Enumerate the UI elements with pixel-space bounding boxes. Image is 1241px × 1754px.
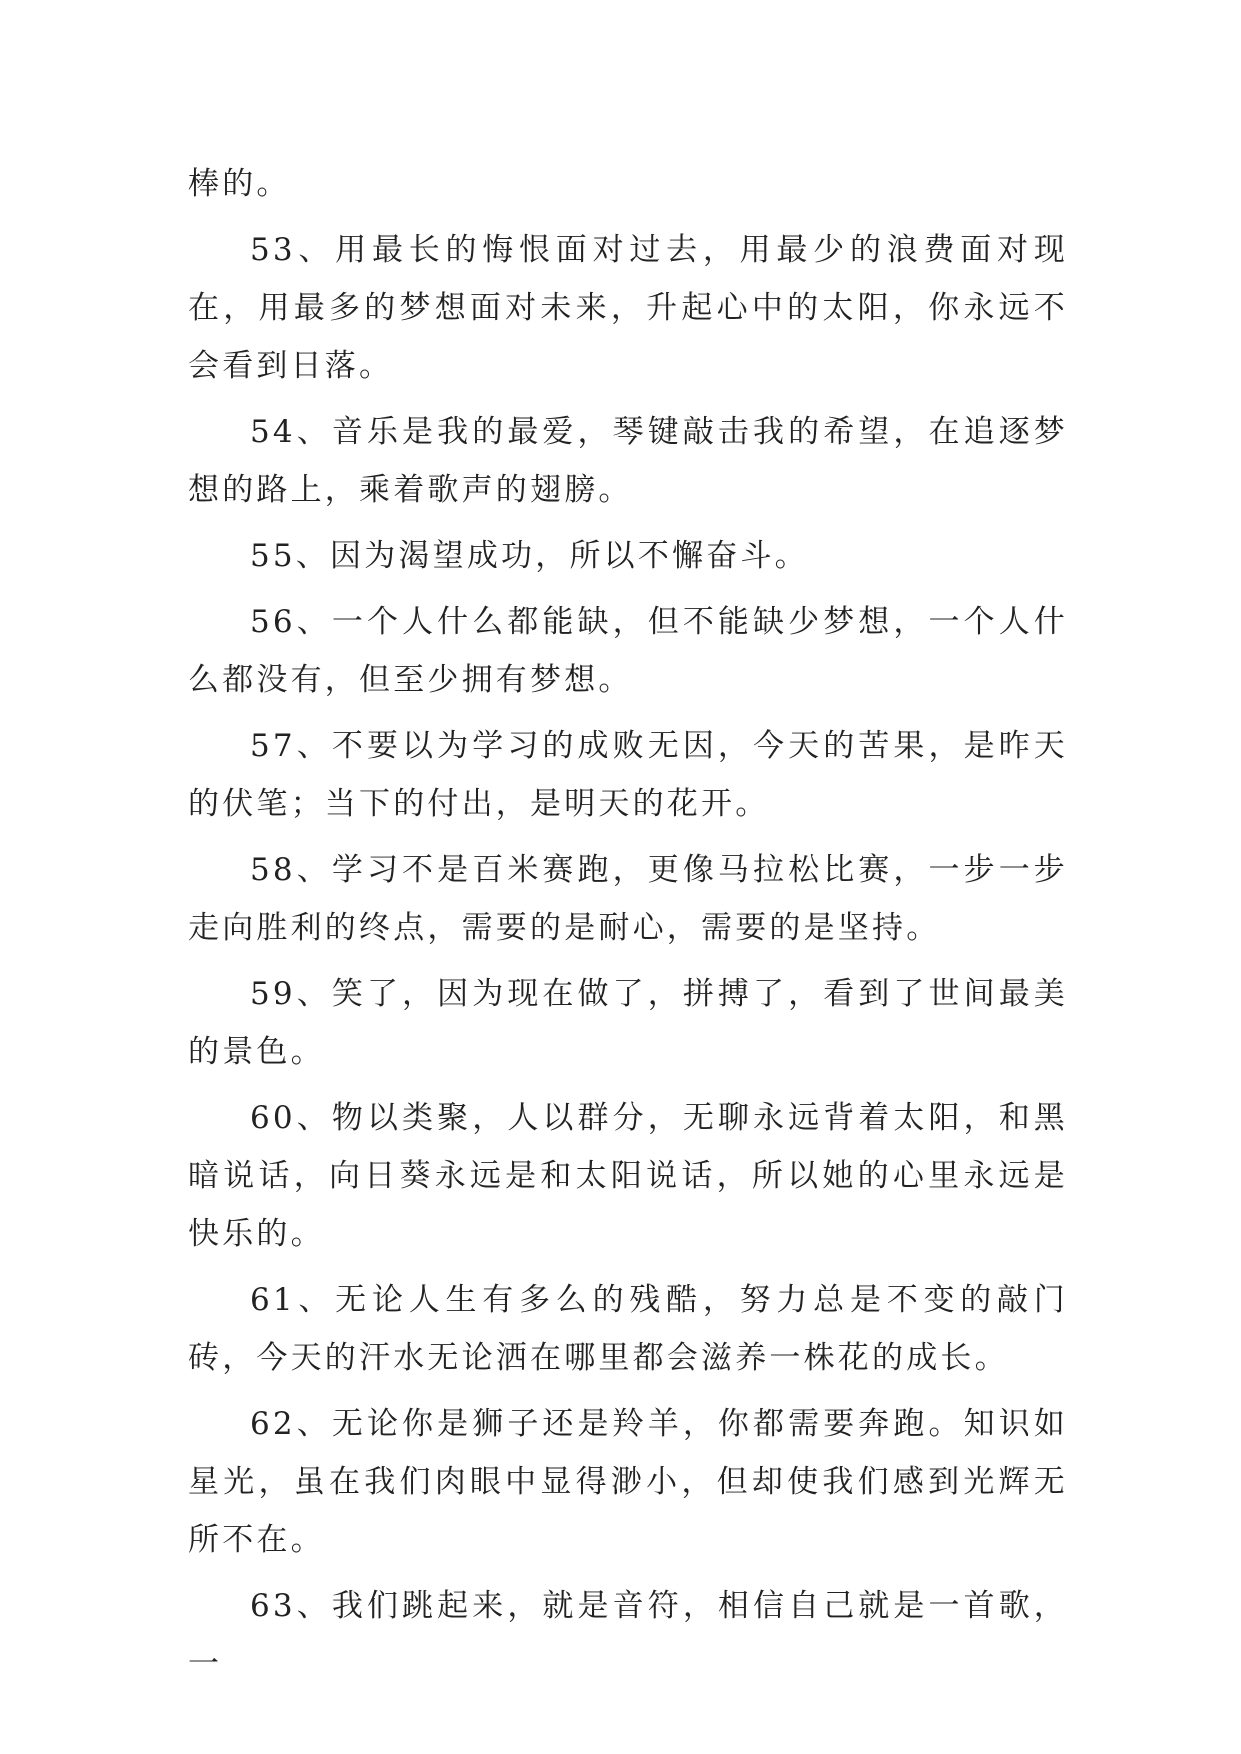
paragraph-62: 62、无论你是狮子还是羚羊，你都需要奔跑。知识如星光，虽在我们肉眼中显得渺小，但却使我们感到光辉无所不在。 — [188, 1406, 1068, 1558]
paragraph-59: 59、笑了，因为现在做了，拼搏了，看到了世间最美的景色。 — [188, 976, 1068, 1070]
paragraph-58: 58、学习不是百米赛跑，更像马拉松比赛，一步一步走向胜利的终点，需要的是耐心，需要的是坚持。 — [188, 852, 1068, 946]
paragraph-56: 56、一个人什么都能缺，但不能缺少梦想，一个人什么都没有，但至少拥有梦想。 — [188, 604, 1068, 698]
document-page — [188, 155, 1068, 1701]
paragraph-63: 63、我们跳起来，就是音符，相信自己就是一首歌，一 — [188, 1588, 1068, 1682]
paragraph-54: 54、音乐是我的最爱，琴键敲击我的希望，在追逐梦想的路上，乘着歌声的翅膀。 — [188, 414, 1068, 508]
paragraph-61: 61、无论人生有多么的残酷，努力总是不变的敲门砖，今天的汗水无论洒在哪里都会滋养一株花的成长。 — [188, 1282, 1068, 1376]
paragraph-60: 60、物以类聚，人以群分，无聊永远背着太阳，和黑暗说话，向日葵永远是和太阳说话，所以她的心里永远是快乐的。 — [188, 1100, 1068, 1252]
paragraph-53: 53、用最长的悔恨面对过去，用最少的浪费面对现在，用最多的梦想面对未来，升起心中的太阳，你永远不会看到日落。 — [188, 232, 1068, 384]
paragraph-continuation: 棒的。 — [188, 166, 291, 202]
paragraph-57: 57、不要以为学习的成败无因，今天的苦果，是昨天的伏笔；当下的付出，是明天的花开。 — [188, 728, 1068, 822]
paragraph-55: 55、因为渴望成功，所以不懈奋斗。 — [250, 538, 809, 574]
